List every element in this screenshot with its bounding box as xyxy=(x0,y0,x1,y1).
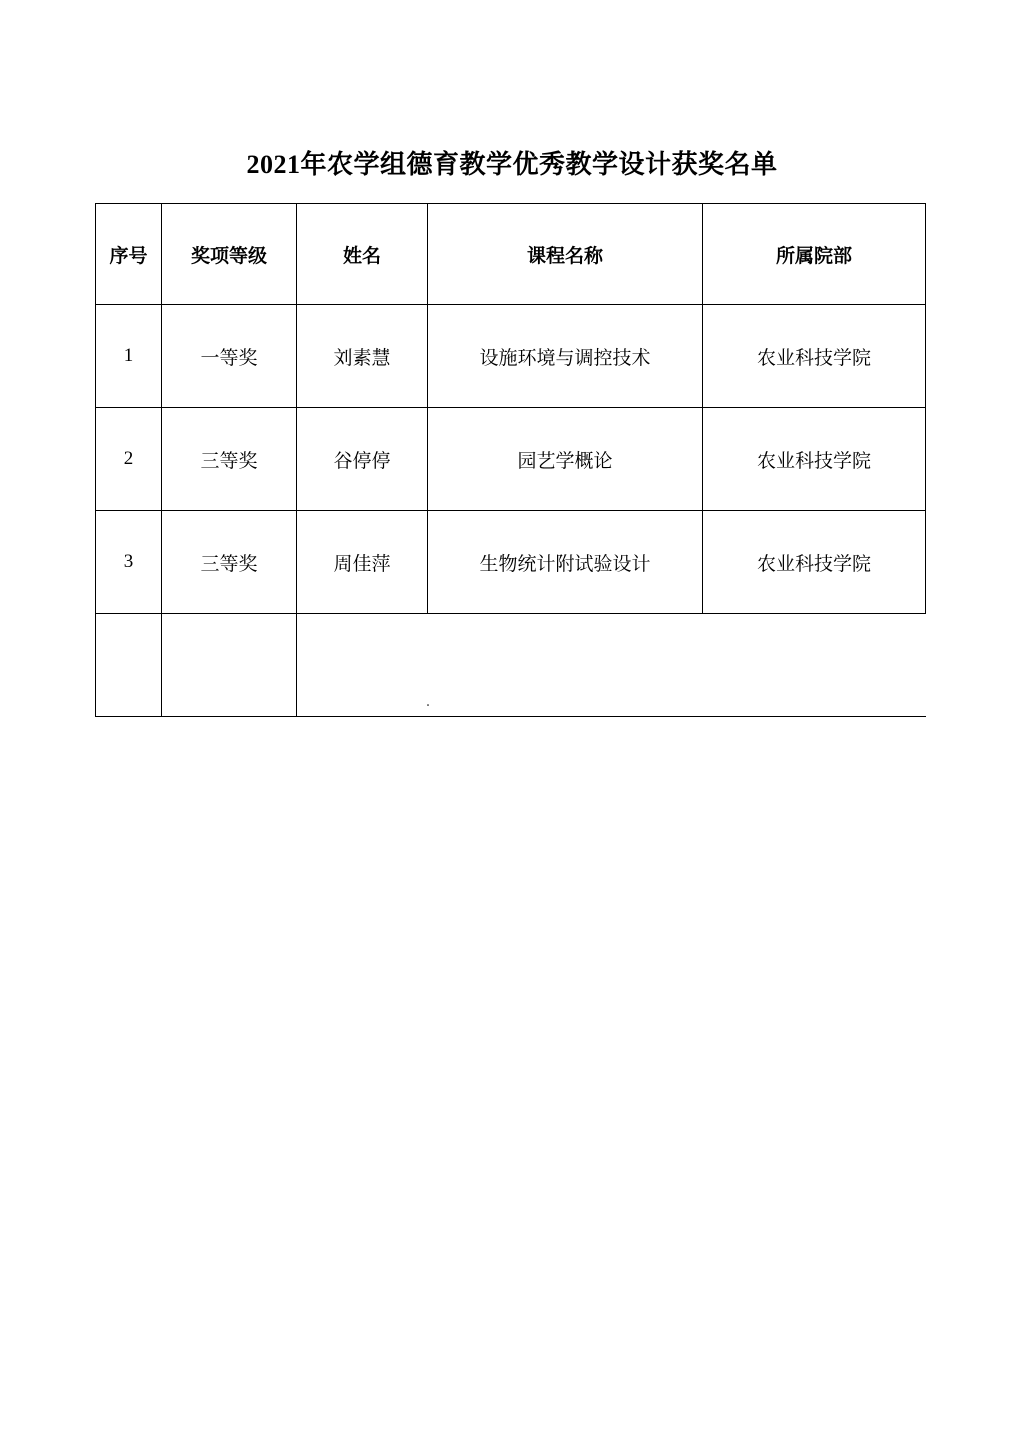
stray-dot-mark: . xyxy=(426,693,430,710)
stub-cell-index xyxy=(96,614,162,717)
table-row-stub xyxy=(96,614,926,717)
cell-name: 谷停停 xyxy=(297,408,428,511)
table-header-row xyxy=(96,204,926,305)
cell-dept: 农业科技学院 xyxy=(703,408,926,511)
page-title: 2021年农学组德育教学优秀教学设计获奖名单 xyxy=(246,150,778,179)
cell-level: 三等奖 xyxy=(162,408,297,511)
cell-level: 三等奖 xyxy=(162,511,297,614)
stub-cell-level xyxy=(162,614,297,717)
table-row xyxy=(96,408,926,511)
award-list-table xyxy=(95,203,926,717)
column-header-index: 序号 xyxy=(96,204,162,305)
column-header-dept: 所属院部 xyxy=(703,204,926,305)
cell-course: 设施环境与调控技术 xyxy=(428,305,703,408)
column-header-course: 课程名称 xyxy=(428,204,703,305)
column-header-name: 姓名 xyxy=(297,204,428,305)
table-row xyxy=(96,511,926,614)
cell-level: 一等奖 xyxy=(162,305,297,408)
table-row xyxy=(96,305,926,408)
cell-course: 园艺学概论 xyxy=(428,408,703,511)
cell-index: 1 xyxy=(96,305,162,408)
stub-cell-dept xyxy=(703,614,926,717)
cell-dept: 农业科技学院 xyxy=(703,305,926,408)
stub-cell-name xyxy=(297,614,428,717)
cell-dept: 农业科技学院 xyxy=(703,511,926,614)
column-header-level: 奖项等级 xyxy=(162,204,297,305)
cell-index: 3 xyxy=(96,511,162,614)
stub-cell-course xyxy=(428,614,703,717)
cell-course: 生物统计附试验设计 xyxy=(428,511,703,614)
cell-name: 刘素慧 xyxy=(297,305,428,408)
cell-index: 2 xyxy=(96,408,162,511)
cell-name: 周佳萍 xyxy=(297,511,428,614)
